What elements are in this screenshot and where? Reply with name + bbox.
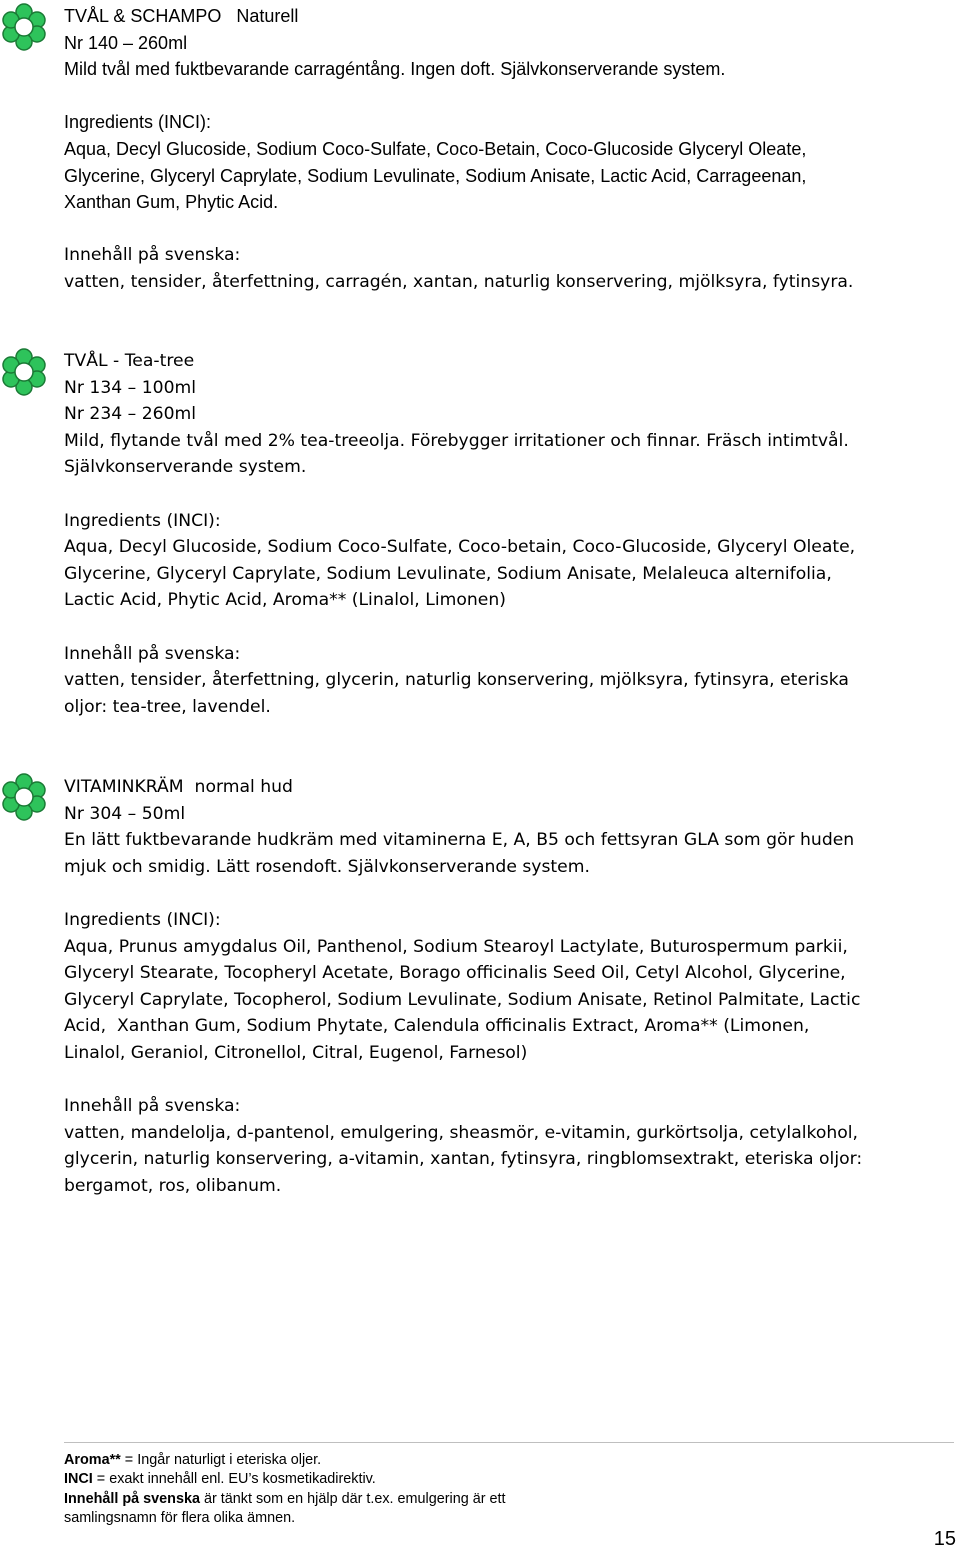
swedish-label: Innehåll på svenska: <box>64 1096 241 1117</box>
flower-icon <box>0 3 48 51</box>
footer-divider <box>64 1442 954 1443</box>
product-number: Nr 234 – 260ml <box>64 404 197 425</box>
product-title: TVÅL & SCHAMPO Naturell <box>64 6 299 26</box>
inci-line: Xanthan Gum, Phytic Acid. <box>64 192 279 213</box>
product-section <box>64 3 954 216</box>
inci-line: Glyceryl Stearate, Tocopheryl Acetate, Borago officinalis Seed Oil, Cetyl Alcohol, Glycerine, <box>64 963 846 984</box>
product-number: Nr 140 – 260ml <box>64 32 188 53</box>
inci-line: Glycerine, Glyceryl Caprylate, Sodium Levulinate, Sodium Anisate, Melaleuca alternifolia, <box>64 563 832 584</box>
footer-notes <box>64 1451 864 1528</box>
swedish-line: vatten, tensider, återfettning, glycerin, naturlig konservering, mjölksyra, fytinsyra, eteriska <box>64 670 849 691</box>
inci-label: Ingredients (INCI): <box>64 909 221 930</box>
swedish-line: glycerin, naturlig konservering, a-vitamin, xantan, fytinsyra, ringblomsextrakt, eteriska oljor: <box>64 1149 863 1170</box>
product-description: Mild tvål med fuktbevarande carragéntång. Ingen doft. Självkonserverande system. <box>64 59 726 80</box>
inci-line: Acid, Xanthan Gum, Sodium Phytate, Calendula officinalis Extract, Aroma** (Limonen, <box>64 1016 810 1037</box>
inci-label: Ingredients (INCI): <box>64 112 212 133</box>
product-description: mjuk och smidig. Lätt rosendoft. Självkonserverande system. <box>64 856 590 877</box>
footnote-swedish-cont: samlingsnamn för flera olika ämnen. <box>64 1509 296 1526</box>
swedish-block <box>64 242 954 295</box>
inci-line: Linalol, Geraniol, Citronellol, Citral, Eugenol, Farnesol) <box>64 1042 528 1063</box>
flower-icon <box>0 773 48 821</box>
swedish-line: vatten, mandelolja, d-pantenol, emulgering, sheasmör, e-vitamin, gurkörtsolja, cetylalkohol, <box>64 1122 859 1143</box>
page-number: 15 <box>933 1528 956 1550</box>
product-title: TVÅL - Tea-tree <box>64 351 195 371</box>
swedish-line: bergamot, ros, olibanum. <box>64 1175 282 1196</box>
swedish-label: Innehåll på svenska: <box>64 245 241 265</box>
footnote-aroma: Aroma** = Ingår naturligt i eteriska oljer. <box>64 1452 322 1468</box>
inci-line: Aqua, Decyl Glucoside, Sodium Coco-Sulfate, Coco-betain, Coco-Glucoside, Glyceryl Oleate, <box>64 537 856 558</box>
flower-icon <box>0 348 48 396</box>
product-number: Nr 134 – 100ml <box>64 377 197 398</box>
product-number: Nr 304 – 50ml <box>64 803 186 824</box>
inci-line: Glycerine, Glyceryl Caprylate, Sodium Levulinate, Sodium Anisate, Lactic Acid, Carrageenan, <box>64 165 807 186</box>
inci-line: Aqua, Prunus amygdalus Oil, Panthenol, Sodium Stearoyl Lactylate, Buturospermum parkii, <box>64 936 848 957</box>
product-description: En lätt fuktbevarande hudkräm med vitaminerna E, A, B5 och fettsyran GLA som gör huden <box>64 830 855 851</box>
inci-line: Glyceryl Caprylate, Tocopherol, Sodium Levulinate, Sodium Anisate, Retinol Palmitate, Lactic <box>64 989 861 1010</box>
footnote-inci: INCI = exakt innehåll enl. EU’s kosmetikadirektiv. <box>64 1471 376 1488</box>
inci-label: Ingredients (INCI): <box>64 510 221 531</box>
swedish-line: oljor: tea-tree, lavendel. <box>64 696 271 717</box>
product-title: VITAMINKRÄM normal hud <box>64 777 293 797</box>
inci-line: Lactic Acid, Phytic Acid, Aroma** (Linalol, Limonen) <box>64 590 506 611</box>
product-description: Självkonserverande system. <box>64 457 307 478</box>
swedish-label: Innehåll på svenska: <box>64 643 241 664</box>
product-section <box>64 348 954 720</box>
inci-line: Aqua, Decyl Glucoside, Sodium Coco-Sulfate, Coco-Betain, Coco-Glucoside Glyceryl Oleate, <box>64 138 807 159</box>
product-section <box>64 774 954 1200</box>
footnote-swedish: Innehåll på svenska är tänkt som en hjälp där t.ex. emulgering är ett <box>64 1490 506 1507</box>
swedish-line: vatten, tensider, återfettning, carragén, xantan, naturlig konservering, mjölksyra, fytinsyra. <box>64 271 854 292</box>
product-description: Mild, flytande tvål med 2% tea-treeolja. Förebygger irritationer och finnar. Fräsch intimtvål. <box>64 430 849 451</box>
